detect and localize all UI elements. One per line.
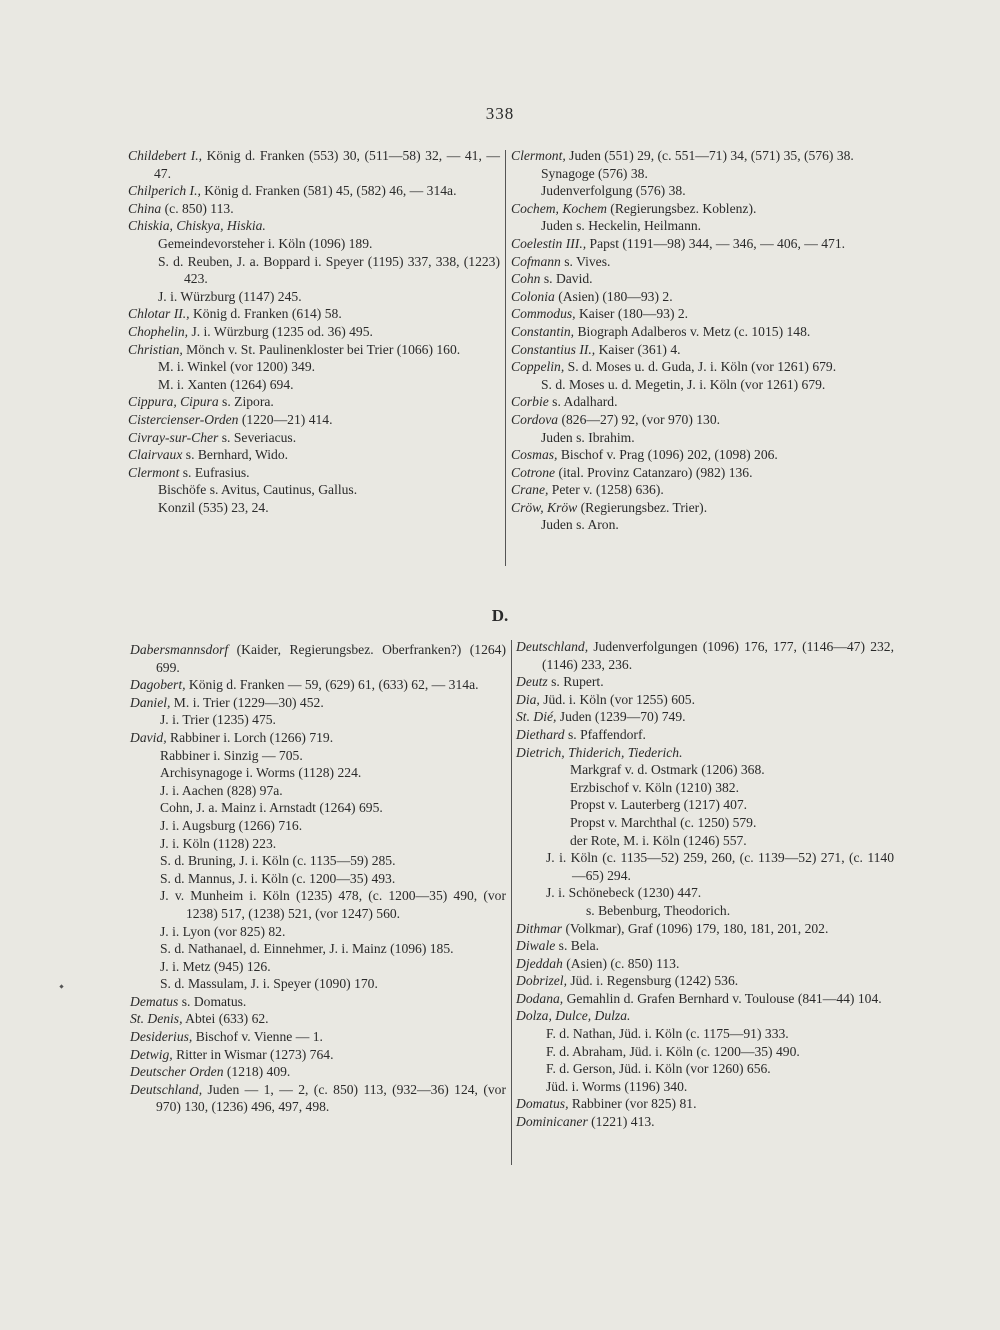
- entry-text: J. i. Trier (1235) 475.: [160, 712, 276, 728]
- entry-heading: Cippura, Cipura: [128, 394, 219, 410]
- entry-text: (Kaider, Regierungsbez. Oberfranken?) (1264) 699.: [156, 642, 506, 675]
- entry-text: s. Bela.: [555, 938, 600, 954]
- entry-heading: Diethard: [516, 726, 565, 742]
- index-entry: [128, 305, 500, 323]
- index-entry: [516, 1007, 894, 1025]
- entry-heading: Cordova: [511, 411, 559, 427]
- index-entry: [516, 884, 894, 902]
- index-entry: [511, 288, 891, 306]
- entry-text: Rabbiner i. Lorch (1266) 719.: [166, 729, 334, 745]
- index-entry: [130, 799, 506, 817]
- index-column-d-left: [130, 641, 506, 1116]
- entry-text: S. d. Bruning, J. i. Köln (c. 1135—59) 285.: [160, 853, 396, 869]
- index-entry: [516, 814, 894, 832]
- index-entry: [516, 796, 894, 814]
- entry-heading: Djeddah: [516, 955, 563, 971]
- index-entry: [511, 516, 891, 534]
- entry-text: s. Vives.: [560, 253, 611, 269]
- index-entry: [516, 849, 894, 884]
- entry-text: König d. Franken (614) 58.: [189, 306, 342, 322]
- index-entry: [516, 761, 894, 779]
- entry-heading: Diwale: [516, 938, 556, 954]
- index-entry: [130, 1010, 506, 1028]
- index-entry: [511, 446, 891, 464]
- entry-heading: Deutz: [516, 674, 548, 690]
- entry-text: S. d. Nathanael, d. Einnehmer, J. i. Mainz (1096) 185.: [160, 941, 454, 957]
- entry-text: s. Eufrasius.: [179, 464, 250, 480]
- entry-text: (Regierungsbez. Trier).: [577, 499, 708, 515]
- index-entry: [130, 1063, 506, 1081]
- entry-heading: Crane,: [511, 482, 549, 498]
- entry-heading: Detwig,: [130, 1046, 173, 1062]
- index-entry: [128, 446, 500, 464]
- index-entry: [128, 358, 500, 376]
- index-entry: [511, 411, 891, 429]
- column-divider: [505, 150, 506, 566]
- entry-text: Rabbiner (vor 825) 81.: [568, 1096, 697, 1112]
- entry-heading: Cohn: [511, 271, 541, 287]
- entry-text: (826—27) 92, (vor 970) 130.: [558, 411, 721, 427]
- entry-heading: Dabersmannsdorf: [130, 642, 229, 657]
- index-entry: [128, 147, 500, 182]
- index-entry: [516, 1113, 894, 1131]
- entry-text: (ital. Provinz Catanzaro) (982) 136.: [555, 464, 753, 480]
- entry-text: J. i. Schönebeck (1230) 447.: [546, 885, 702, 901]
- entry-text: Konzil (535) 23, 24.: [158, 499, 269, 515]
- index-entry: [128, 200, 500, 218]
- entry-text: s. Domatus.: [178, 993, 247, 1009]
- index-entry: [511, 464, 891, 482]
- index-entry: [130, 676, 506, 694]
- entry-text: Jüd. i. Worms (1196) 340.: [546, 1078, 688, 1094]
- index-entry: [511, 253, 891, 271]
- entry-heading: St. Dié,: [516, 709, 557, 725]
- index-entry: [511, 393, 891, 411]
- entry-text: J. i. Lyon (vor 825) 82.: [160, 923, 286, 939]
- entry-text: Cohn, J. a. Mainz i. Arnstadt (1264) 695.: [160, 800, 383, 816]
- entry-text: König d. Franken — 59, (629) 61, (633) 62, — 314a.: [185, 677, 479, 693]
- entry-text: Ritter in Wismar (1273) 764.: [172, 1046, 334, 1062]
- index-entry: [128, 235, 500, 253]
- entry-text: Bischöfe s. Avitus, Cautinus, Gallus.: [158, 482, 358, 498]
- entry-heading: Cosmas,: [511, 447, 558, 463]
- index-entry: [128, 253, 500, 288]
- entry-text: F. d. Nathan, Jüd. i. Köln (c. 1175—91) 333.: [546, 1026, 789, 1042]
- index-entry: [128, 464, 500, 482]
- index-entry: [128, 376, 500, 394]
- entry-text: Rabbiner i. Sinzig — 705.: [160, 747, 303, 763]
- entry-heading: Dobrizel,: [516, 973, 567, 989]
- entry-text: Judenverfolgung (576) 38.: [541, 183, 686, 199]
- entry-text: J. i. Metz (945) 126.: [160, 958, 271, 974]
- entry-text: S. d. Moses u. d. Guda, J. i. Köln (vor 1261) 679.: [564, 359, 837, 375]
- entry-heading: Deutscher Orden: [130, 1064, 224, 1080]
- entry-text: Bischof v. Vienne — 1.: [192, 1029, 323, 1045]
- entry-text: Jüd. i. Regensburg (1242) 536.: [566, 973, 739, 989]
- entry-text: Juden s. Heckelin, Heilmann.: [541, 218, 702, 234]
- entry-heading: Dominicaner: [516, 1114, 588, 1130]
- index-entry: [511, 305, 891, 323]
- index-entry: [128, 288, 500, 306]
- entry-text: Gemeindevorsteher i. Köln (1096) 189.: [158, 235, 373, 251]
- entry-text: Juden — 1, — 2, (c. 850) 113, (932—36) 124, (vor 970) 130, (1236) 496, 497, 498.: [156, 1081, 506, 1115]
- entry-text: Kaiser (361) 4.: [595, 341, 681, 357]
- entry-text: König d. Franken (553) 30, (511—58) 32, — 41, — 47.: [154, 148, 500, 181]
- entry-text: (1220—21) 414.: [238, 411, 333, 427]
- index-entry: [130, 835, 506, 853]
- entry-heading: Clermont: [128, 464, 180, 480]
- page-number: 338: [485, 104, 515, 123]
- entry-heading: Dagobert,: [130, 677, 186, 693]
- index-entry: [511, 499, 891, 517]
- entry-heading: Cotrone: [511, 464, 556, 480]
- entry-heading: Dietrich, Thiderich, Tiederich.: [516, 744, 683, 760]
- index-entry: [511, 182, 891, 200]
- entry-text: S. d. Mannus, J. i. Köln (c. 1200—35) 493.: [160, 870, 396, 886]
- entry-text: J. v. Munheim i. Köln (1235) 478, (c. 1200—35) 490, (vor 1238) 517, (1238) 521, (vor 1247) 560.: [160, 888, 506, 921]
- entry-text: s. Severiacus.: [218, 429, 297, 445]
- index-entry: [130, 641, 506, 676]
- entry-text: s. Adalhard.: [548, 394, 618, 410]
- index-entry: [511, 270, 891, 288]
- entry-text: (c. 850) 113.: [161, 200, 234, 216]
- entry-heading: Chilperich I.,: [128, 183, 201, 199]
- index-entry: [516, 779, 894, 797]
- index-entry: [511, 165, 891, 183]
- entry-text: J. i. Köln (c. 1135—52) 259, 260, (c. 1139—52) 271, (c. 1140—65) 294.: [546, 850, 894, 883]
- entry-heading: Clermont,: [511, 148, 566, 163]
- entry-text: Juden s. Aron.: [541, 517, 619, 533]
- entry-text: Biograph Adalberos v. Metz (c. 1015) 148.: [574, 323, 811, 339]
- index-entry: [511, 358, 891, 376]
- entry-text: J. i. Augsburg (1266) 716.: [160, 817, 303, 833]
- index-entry: [511, 235, 891, 253]
- index-entry: [128, 323, 500, 341]
- index-entry: [130, 747, 506, 765]
- entry-heading: Cofmann: [511, 253, 561, 269]
- entry-text: Abtei (633) 62.: [182, 1011, 269, 1027]
- entry-text: M. i. Xanten (1264) 694.: [158, 376, 294, 392]
- entry-text: Markgraf v. d. Ostmark (1206) 368.: [570, 762, 765, 778]
- entry-heading: Deutschland,: [130, 1081, 203, 1097]
- entry-text: Juden (1239—70) 749.: [556, 709, 686, 725]
- index-entry: [511, 429, 891, 447]
- index-entry: [128, 481, 500, 499]
- entry-heading: Cochem, Kochem: [511, 200, 607, 216]
- index-entry: [130, 1046, 506, 1064]
- index-entry: [128, 217, 500, 235]
- entry-text: der Rote, M. i. Köln (1246) 557.: [570, 832, 747, 848]
- index-entry: [130, 870, 506, 888]
- entry-text: Erzbischof v. Köln (1210) 382.: [570, 779, 740, 795]
- index-entry: [516, 1043, 894, 1061]
- index-entry: [130, 958, 506, 976]
- entry-text: (Volkmar), Graf (1096) 179, 180, 181, 201, 202.: [562, 920, 829, 936]
- index-entry: [516, 955, 894, 973]
- index-entry: [130, 940, 506, 958]
- entry-heading: St. Denis,: [130, 1011, 183, 1027]
- index-entry: [128, 182, 500, 200]
- index-entry: [128, 341, 500, 359]
- index-entry: [516, 708, 894, 726]
- index-entry: [130, 729, 506, 747]
- entry-heading: Coppelin,: [511, 359, 565, 375]
- entry-text: Propst v. Lauterberg (1217) 407.: [570, 797, 748, 813]
- index-entry: [128, 429, 500, 447]
- index-entry: [130, 887, 506, 922]
- entry-heading: Dematus: [130, 993, 179, 1009]
- index-entry: [516, 691, 894, 709]
- entry-text: Mönch v. St. Paulinenkloster bei Trier (1066) 160.: [182, 341, 461, 357]
- entry-text: Propst v. Marchthal (c. 1250) 579.: [570, 814, 757, 830]
- entry-text: F. d. Abraham, Jüd. i. Köln (c. 1200—35) 490.: [546, 1043, 800, 1059]
- index-entry: [130, 764, 506, 782]
- entry-text: Kaiser (180—93) 2.: [575, 306, 689, 322]
- index-column-c-right: [511, 147, 891, 534]
- entry-text: S. d. Moses u. d. Megetin, J. i. Köln (vor 1261) 679.: [541, 376, 826, 392]
- index-entry: [516, 937, 894, 955]
- entry-text: König d. Franken (581) 45, (582) 46, — 314a.: [200, 183, 457, 199]
- index-entry: [130, 993, 506, 1011]
- index-entry: [511, 341, 891, 359]
- entry-heading: Constantius II.,: [511, 341, 596, 357]
- index-entry: [516, 744, 894, 762]
- index-entry: [130, 711, 506, 729]
- entry-heading: Dolza, Dulce, Dulza.: [516, 1008, 631, 1024]
- index-entry: [130, 782, 506, 800]
- entry-text: J. i. Würzburg (1235 od. 36) 495.: [188, 323, 373, 339]
- index-entry: [130, 817, 506, 835]
- entry-text: Peter v. (1258) 636).: [548, 482, 664, 498]
- entry-heading: David,: [130, 729, 167, 745]
- entry-text: s. Rupert.: [547, 674, 604, 690]
- index-entry: [511, 217, 891, 235]
- index-entry: [130, 1081, 506, 1116]
- entry-text: J. i. Würzburg (1147) 245.: [158, 288, 302, 304]
- entry-text: (1218) 409.: [223, 1064, 291, 1080]
- index-entry: [516, 920, 894, 938]
- index-entry: [516, 1060, 894, 1078]
- index-entry: [516, 832, 894, 850]
- entry-heading: Constantin,: [511, 323, 575, 339]
- entry-text: S. d. Reuben, J. a. Boppard i. Speyer (1195) 337, 338, (1223) 423.: [158, 253, 500, 287]
- entry-heading: Civray-sur-Cher: [128, 429, 219, 445]
- entry-heading: Childebert I.,: [128, 148, 203, 163]
- entry-heading: Cröw, Kröw: [511, 499, 578, 515]
- entry-text: s. David.: [540, 271, 593, 287]
- index-entry: [516, 1095, 894, 1113]
- entry-heading: China: [128, 200, 162, 216]
- entry-heading: Chophelin,: [128, 323, 189, 339]
- entry-heading: Dithmar: [516, 920, 563, 936]
- entry-heading: Colonia: [511, 288, 555, 304]
- column-divider: [511, 640, 512, 1165]
- entry-text: J. i. Köln (1128) 223.: [160, 835, 277, 851]
- index-entry: [511, 323, 891, 341]
- entry-text: Gemahlin d. Grafen Bernhard v. Toulouse (841—44) 104.: [563, 990, 882, 1006]
- entry-heading: Dodana,: [516, 990, 564, 1006]
- index-column-d-right: [516, 638, 894, 1131]
- entry-text: Papst (1191—98) 344, — 346, — 406, — 471.: [586, 235, 846, 251]
- entry-heading: Cistercienser-Orden: [128, 411, 239, 427]
- entry-heading: Clairvaux: [128, 447, 183, 463]
- entry-heading: Commodus,: [511, 306, 576, 322]
- entry-text: M. i. Winkel (vor 1200) 349.: [158, 359, 316, 375]
- entry-text: (1221) 413.: [587, 1114, 655, 1130]
- entry-text: S. d. Massulam, J. i. Speyer (1090) 170.: [160, 976, 378, 992]
- entry-text: M. i. Trier (1229—30) 452.: [170, 694, 324, 710]
- index-entry: [128, 393, 500, 411]
- entry-heading: Domatus,: [516, 1096, 569, 1112]
- entry-text: Judenverfolgungen (1096) 176, 177, (1146—47) 232, (1146) 233, 236.: [542, 639, 894, 672]
- index-entry: [130, 694, 506, 712]
- entry-text: F. d. Gerson, Jüd. i. Köln (vor 1260) 656.: [546, 1061, 771, 1077]
- entry-text: (Regierungsbez. Koblenz).: [606, 200, 757, 216]
- index-entry: [511, 481, 891, 499]
- index-entry: [516, 638, 894, 673]
- index-entry: [511, 376, 891, 394]
- index-entry: [516, 902, 894, 920]
- entry-heading: Dia,: [516, 691, 540, 707]
- entry-text: (Asien) (180—93) 2.: [554, 288, 673, 304]
- entry-text: s. Zipora.: [218, 394, 274, 410]
- index-entry: [516, 972, 894, 990]
- entry-text: s. Pfaffendorf.: [564, 726, 646, 742]
- index-entry: [128, 499, 500, 517]
- entry-text: Bischof v. Prag (1096) 202, (1098) 206.: [557, 447, 778, 463]
- entry-text: Juden (551) 29, (c. 551—71) 34, (571) 35, (576) 38.: [565, 148, 854, 163]
- index-entry: [128, 411, 500, 429]
- entry-heading: Deutschland,: [516, 639, 589, 654]
- index-entry: [516, 1025, 894, 1043]
- index-entry: [130, 1028, 506, 1046]
- entry-text: s. Bernhard, Wido.: [182, 447, 289, 463]
- entry-heading: Desiderius,: [130, 1029, 193, 1045]
- entry-heading: Corbie: [511, 394, 549, 410]
- entry-heading: Coelestin III.,: [511, 235, 587, 251]
- entry-text: s. Bebenburg, Theodorich.: [586, 902, 731, 918]
- entry-heading: Daniel,: [130, 694, 171, 710]
- index-entry: [516, 990, 894, 1008]
- entry-text: J. i. Aachen (828) 97a.: [160, 782, 283, 798]
- entry-text: (Asien) (c. 850) 113.: [562, 955, 680, 971]
- entry-text: Juden s. Ibrahim.: [541, 429, 635, 445]
- entry-heading: Christian,: [128, 341, 183, 357]
- entry-text: Archisynagoge i. Worms (1128) 224.: [160, 765, 362, 781]
- entry-heading: Chiskia, Chiskya, Hiskia.: [128, 218, 266, 234]
- entry-heading: Chlotar II.,: [128, 306, 190, 322]
- stray-mark: [59, 984, 63, 988]
- entry-text: Synagoge (576) 38.: [541, 165, 648, 181]
- index-entry: [130, 852, 506, 870]
- index-column-c-left: [128, 147, 500, 516]
- index-entry: [516, 726, 894, 744]
- index-entry: [511, 147, 891, 165]
- index-entry: [516, 673, 894, 691]
- index-entry: [130, 975, 506, 993]
- index-entry: [130, 923, 506, 941]
- index-entry: [516, 1078, 894, 1096]
- index-entry: [511, 200, 891, 218]
- entry-text: Jüd. i. Köln (vor 1255) 605.: [539, 691, 695, 707]
- section-letter: D.: [491, 606, 509, 625]
